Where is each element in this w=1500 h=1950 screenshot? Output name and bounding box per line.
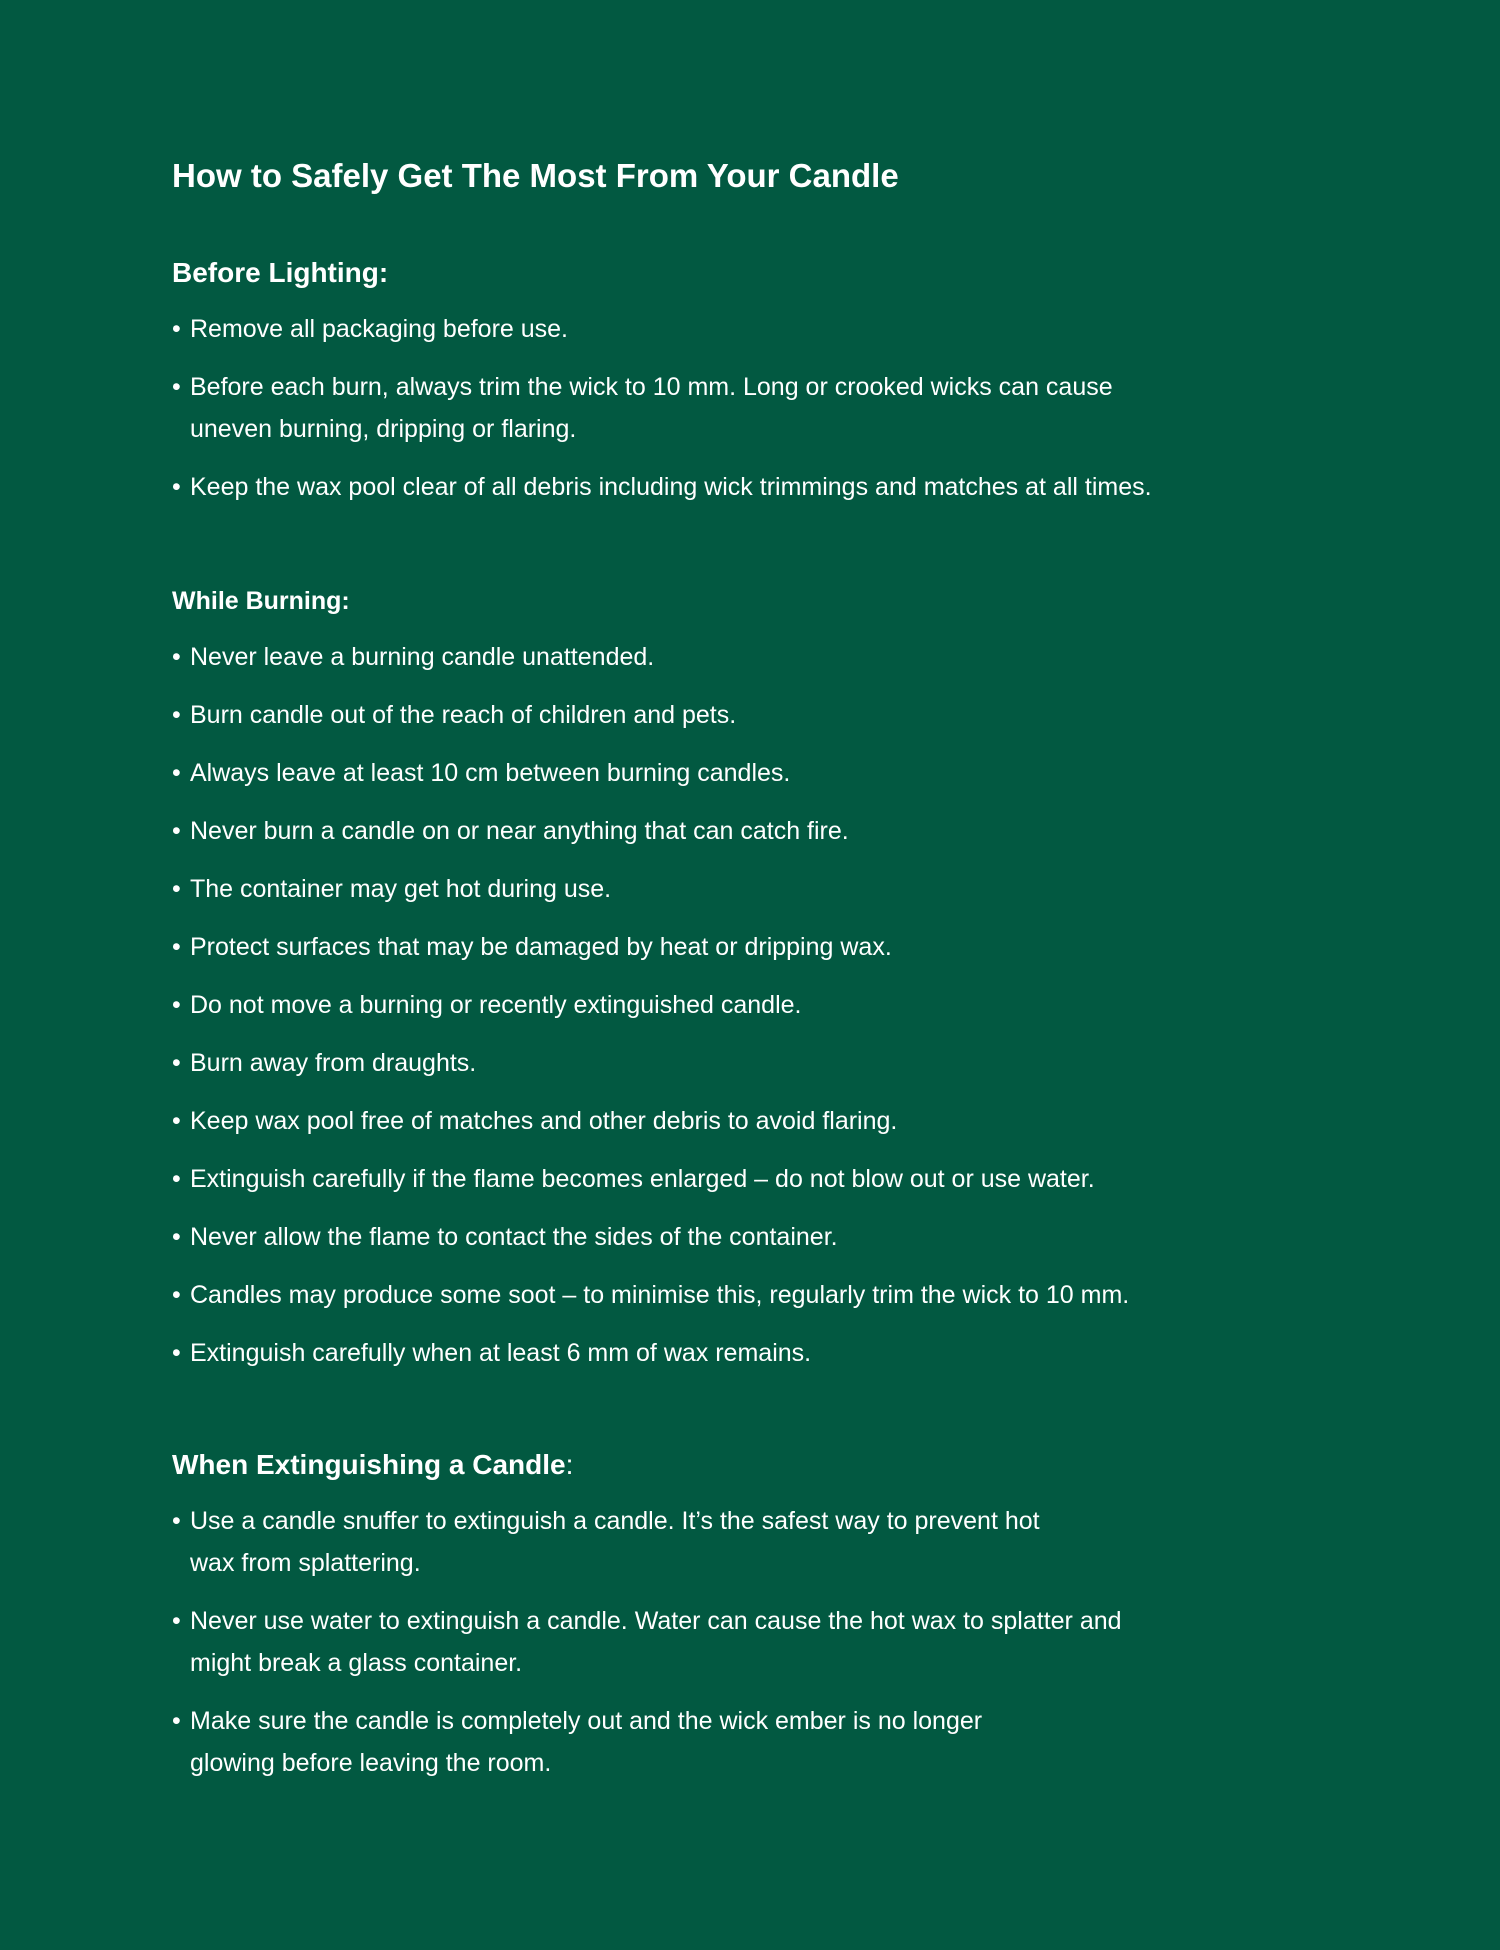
- bullet-icon: •: [172, 373, 181, 401]
- list-item: [172, 1042, 1372, 1084]
- list-item-text: Always leave at least 10 cm between burning candles.: [190, 759, 791, 787]
- list-item: [172, 694, 1372, 736]
- bullet-icon: •: [172, 1707, 181, 1735]
- list-item-text: Keep the wax pool clear of all debris including wick trimmings and matches at all times.: [190, 473, 1152, 501]
- bullet-icon: •: [172, 1281, 181, 1309]
- list-item: [172, 1332, 1372, 1374]
- list-item-text: Extinguish carefully if the flame becomes enlarged – do not blow out or use water.: [190, 1165, 1095, 1193]
- list-item-text: Never leave a burning candle unattended.: [190, 643, 655, 671]
- list-item-text: Make sure the candle is completely out and the wick ember is no longer glowing before leaving the room.: [190, 1707, 983, 1777]
- bullet-icon: •: [172, 1607, 181, 1635]
- list-item: [172, 466, 1372, 508]
- list-item: [172, 984, 1372, 1026]
- bullet-icon: •: [172, 1339, 181, 1367]
- list-item: [172, 1158, 1372, 1200]
- list-item-text: Never burn a candle on or near anything that can catch fire.: [190, 817, 849, 845]
- list: [172, 636, 1372, 1374]
- section-while-burning: [172, 580, 1372, 1374]
- list-item: [172, 308, 1372, 350]
- list-item-text: Before each burn, always trim the wick to 10 mm. Long or crooked wicks can cause uneven burning, dripping or flaring.: [190, 373, 1113, 443]
- list-item-text: Burn away from draughts.: [190, 1049, 477, 1077]
- section-heading-colon: :: [565, 1449, 574, 1480]
- section-when-extinguishing: [172, 1444, 1372, 1784]
- list: [172, 1500, 1372, 1784]
- bullet-icon: •: [172, 991, 181, 1019]
- bullet-icon: •: [172, 933, 181, 961]
- bullet-icon: •: [172, 315, 181, 343]
- bullet-icon: •: [172, 473, 181, 501]
- bullet-icon: •: [172, 643, 181, 671]
- list-item-text: Candles may produce some soot – to minimise this, regularly trim the wick to 10 mm.: [190, 1281, 1130, 1309]
- list-item-text: Use a candle snuffer to extinguish a candle. It’s the safest way to prevent hot wax from splattering.: [190, 1507, 1040, 1577]
- list-item: [172, 366, 1372, 450]
- list-item: [172, 1274, 1372, 1316]
- list: [172, 308, 1372, 508]
- list-item: [172, 1100, 1372, 1142]
- list-item-text: Remove all packaging before use.: [190, 315, 569, 343]
- list-item: [172, 1600, 1372, 1684]
- content: [172, 152, 1372, 1840]
- bullet-icon: •: [172, 1049, 181, 1077]
- list-item: [172, 1500, 1372, 1584]
- bullet-icon: •: [172, 1223, 181, 1251]
- list-item-text: Extinguish carefully when at least 6 mm of wax remains.: [190, 1339, 812, 1367]
- list-item-text: Never allow the flame to contact the sides of the container.: [190, 1223, 838, 1251]
- list-item: [172, 636, 1372, 678]
- list-item-text: The container may get hot during use.: [190, 875, 612, 903]
- list-item-text: Never use water to extinguish a candle. Water can cause the hot wax to splatter and might break a glass container.: [190, 1607, 1122, 1677]
- page-title: How to Safely Get The Most From Your Candle: [172, 157, 899, 194]
- list-item: [172, 752, 1372, 794]
- list-item: [172, 1216, 1372, 1258]
- list-item-text: Do not move a burning or recently extinguished candle.: [190, 991, 802, 1019]
- list-item: [172, 810, 1372, 852]
- section-heading: Before Lighting:: [172, 257, 389, 288]
- bullet-icon: •: [172, 1165, 181, 1193]
- bullet-icon: •: [172, 1507, 181, 1535]
- list-item-text: Keep wax pool free of matches and other debris to avoid flaring.: [190, 1107, 898, 1135]
- list-item: [172, 1700, 1372, 1784]
- list-item-text: Protect surfaces that may be damaged by heat or dripping wax.: [190, 933, 892, 961]
- list-item: [172, 868, 1372, 910]
- bullet-icon: •: [172, 817, 181, 845]
- list-item: [172, 926, 1372, 968]
- bullet-icon: •: [172, 701, 181, 729]
- section-heading: [172, 1444, 1372, 1486]
- section-heading-text: When Extinguishing a Candle: [172, 1449, 566, 1480]
- section-before-lighting: [172, 252, 1372, 508]
- bullet-icon: •: [172, 1107, 181, 1135]
- section-heading: While Burning:: [172, 587, 350, 615]
- list-item-text: Burn candle out of the reach of children and pets.: [190, 701, 737, 729]
- bullet-icon: •: [172, 875, 181, 903]
- bullet-icon: •: [172, 759, 181, 787]
